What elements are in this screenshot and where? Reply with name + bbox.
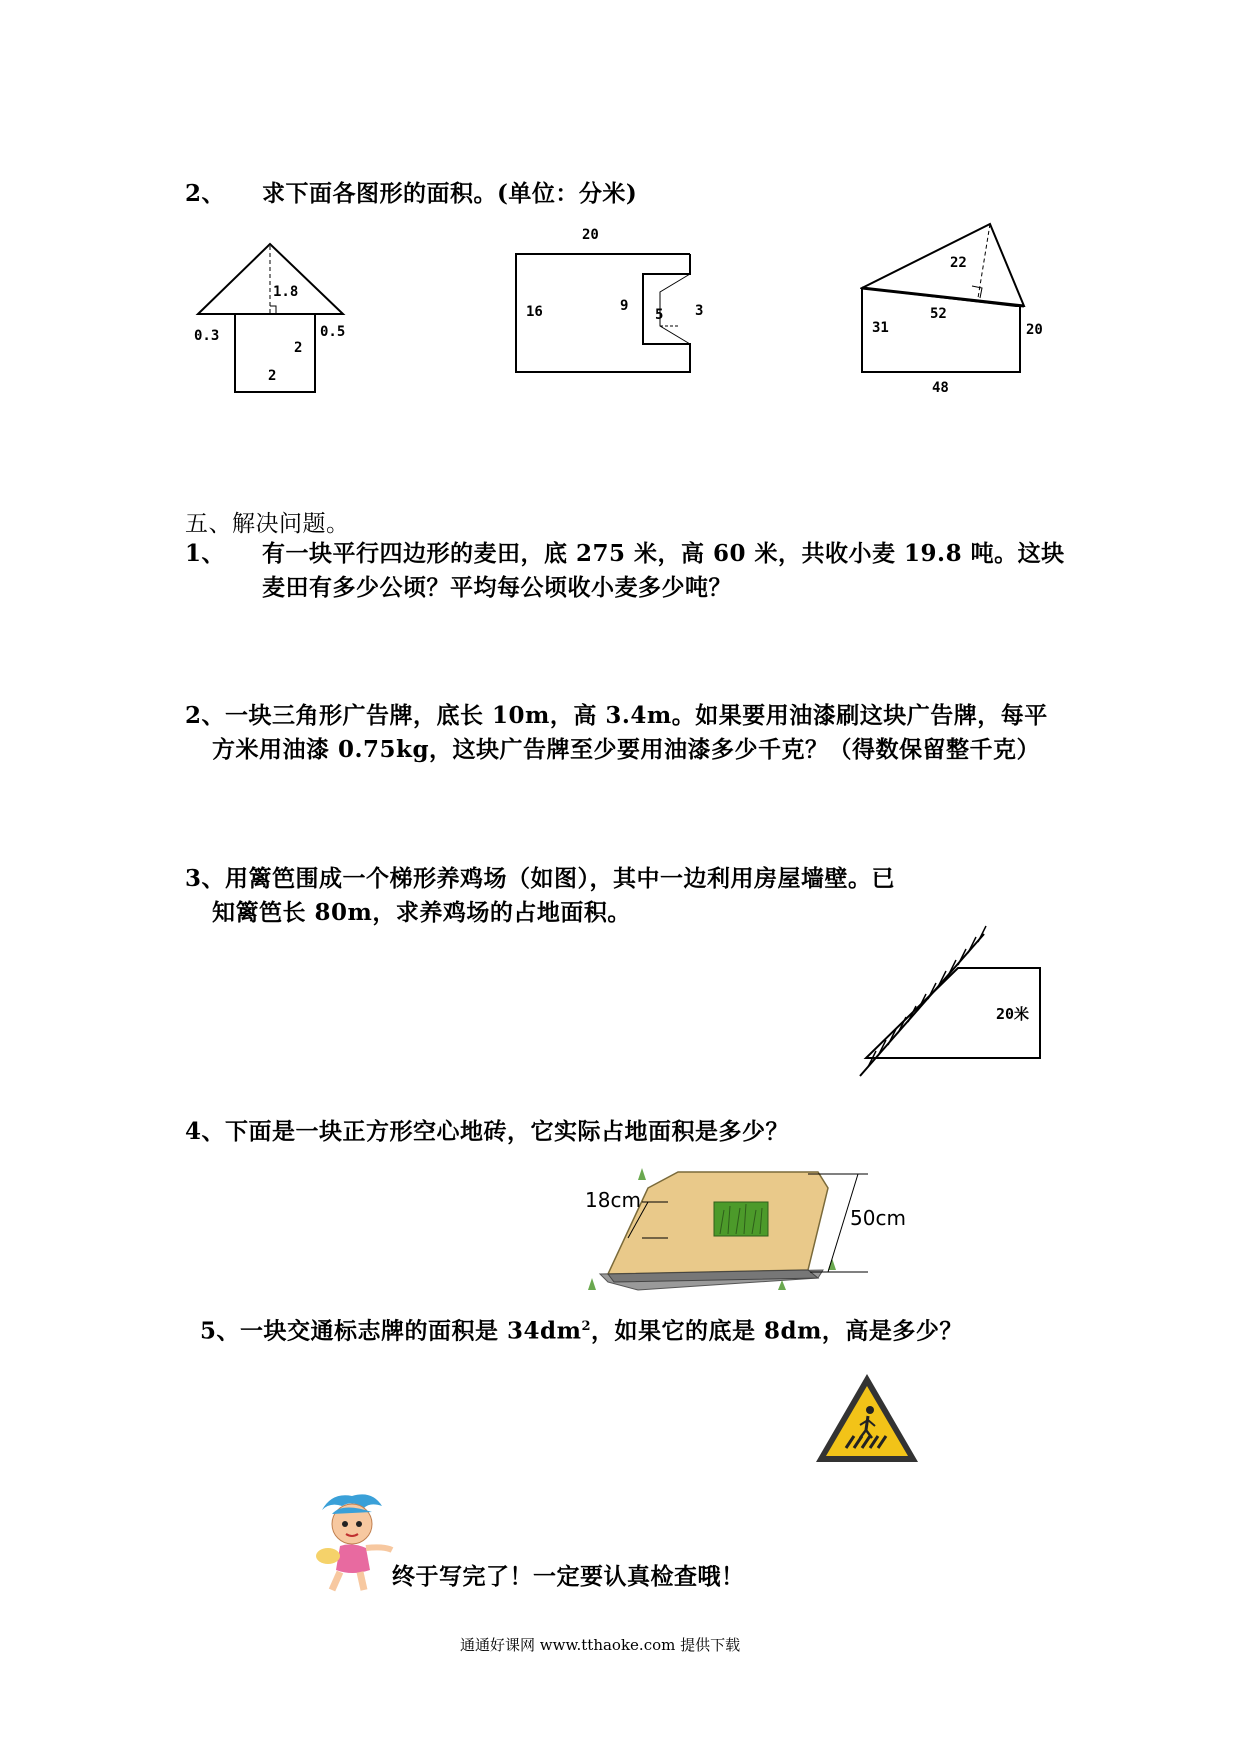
house-figure <box>190 240 380 400</box>
label-open: 3 <box>695 303 704 319</box>
section-title: 五、解决问题。 <box>185 511 350 537</box>
label-height: 20米 <box>996 1005 1030 1023</box>
label-left: 16 <box>526 304 543 320</box>
problem-1-line-1: 有一块平行四边形的麦田，底 275 米，高 60 米，共收小麦 19.8 吨。这块 <box>262 540 1065 567</box>
label-diagonal: 52 <box>930 306 947 322</box>
problem-2-line-2: 方米用油漆 0.75kg，这块广告牌至少要用油漆多少千克？（得数保留整千克） <box>212 736 1041 763</box>
page-footer: 通通好课网 www.tthaoke.com 提供下载 <box>460 1636 741 1654</box>
question-text: 求下面各图形的面积。(单位：分米) <box>262 180 638 207</box>
label-side: 2 <box>294 340 303 356</box>
closing-message: 终于写完了！一定要认真检查哦！ <box>392 1563 745 1590</box>
label-height: 1.8 <box>273 284 299 300</box>
label-inner-size: 18cm <box>585 1188 641 1212</box>
notched-rectangle-figure <box>500 222 720 382</box>
label-left: 0.3 <box>194 328 220 344</box>
label-right: 0.5 <box>320 324 346 340</box>
problem-5-text <box>200 1310 963 1349</box>
label-right: 20 <box>1026 322 1043 338</box>
problem-3-line-1: 3、用篱笆围成一个梯形养鸡场（如图），其中一边利用房屋墙壁。已 <box>185 865 896 892</box>
problem-5-text-b: ，如果它的底是 8dm，高是多少？ <box>590 1317 963 1345</box>
problem-5-superscript: 2 <box>581 1319 591 1334</box>
pedestrian-crossing-sign-icon <box>812 1370 922 1470</box>
question-number: 2、 <box>185 180 226 207</box>
problem-4-text: 4、下面是一块正方形空心地砖，它实际占地面积是多少？ <box>185 1118 790 1145</box>
problem-1-number: 1、 <box>185 540 226 567</box>
label-depth: 9 <box>620 298 629 314</box>
label-inner: 5 <box>655 307 664 323</box>
trapezoid-field-figure <box>858 920 1058 1100</box>
hollow-tile-figure <box>578 1160 918 1300</box>
label-bottom: 48 <box>932 380 949 396</box>
label-outer-size: 50cm <box>850 1206 906 1230</box>
quad-triangle-figure <box>860 220 1070 400</box>
problem-5-text-a: 5、一块交通标志牌的面积是 34dm <box>200 1317 582 1345</box>
label-top: 20 <box>582 227 599 243</box>
problem-1-line-2: 麦田有多少公顷？平均每公顷收小麦多少吨？ <box>262 574 732 601</box>
problem-2-line-1: 2、一块三角形广告牌，底长 10m，高 3.4m。如果要用油漆刷这块广告牌，每平 <box>185 702 1048 729</box>
label-left: 31 <box>872 320 889 336</box>
cartoon-girl-icon <box>312 1490 402 1600</box>
problem-3-line-2: 知篱笆长 80m，求养鸡场的占地面积。 <box>212 899 631 926</box>
label-bottom: 2 <box>268 368 277 384</box>
label-height: 22 <box>950 255 967 271</box>
